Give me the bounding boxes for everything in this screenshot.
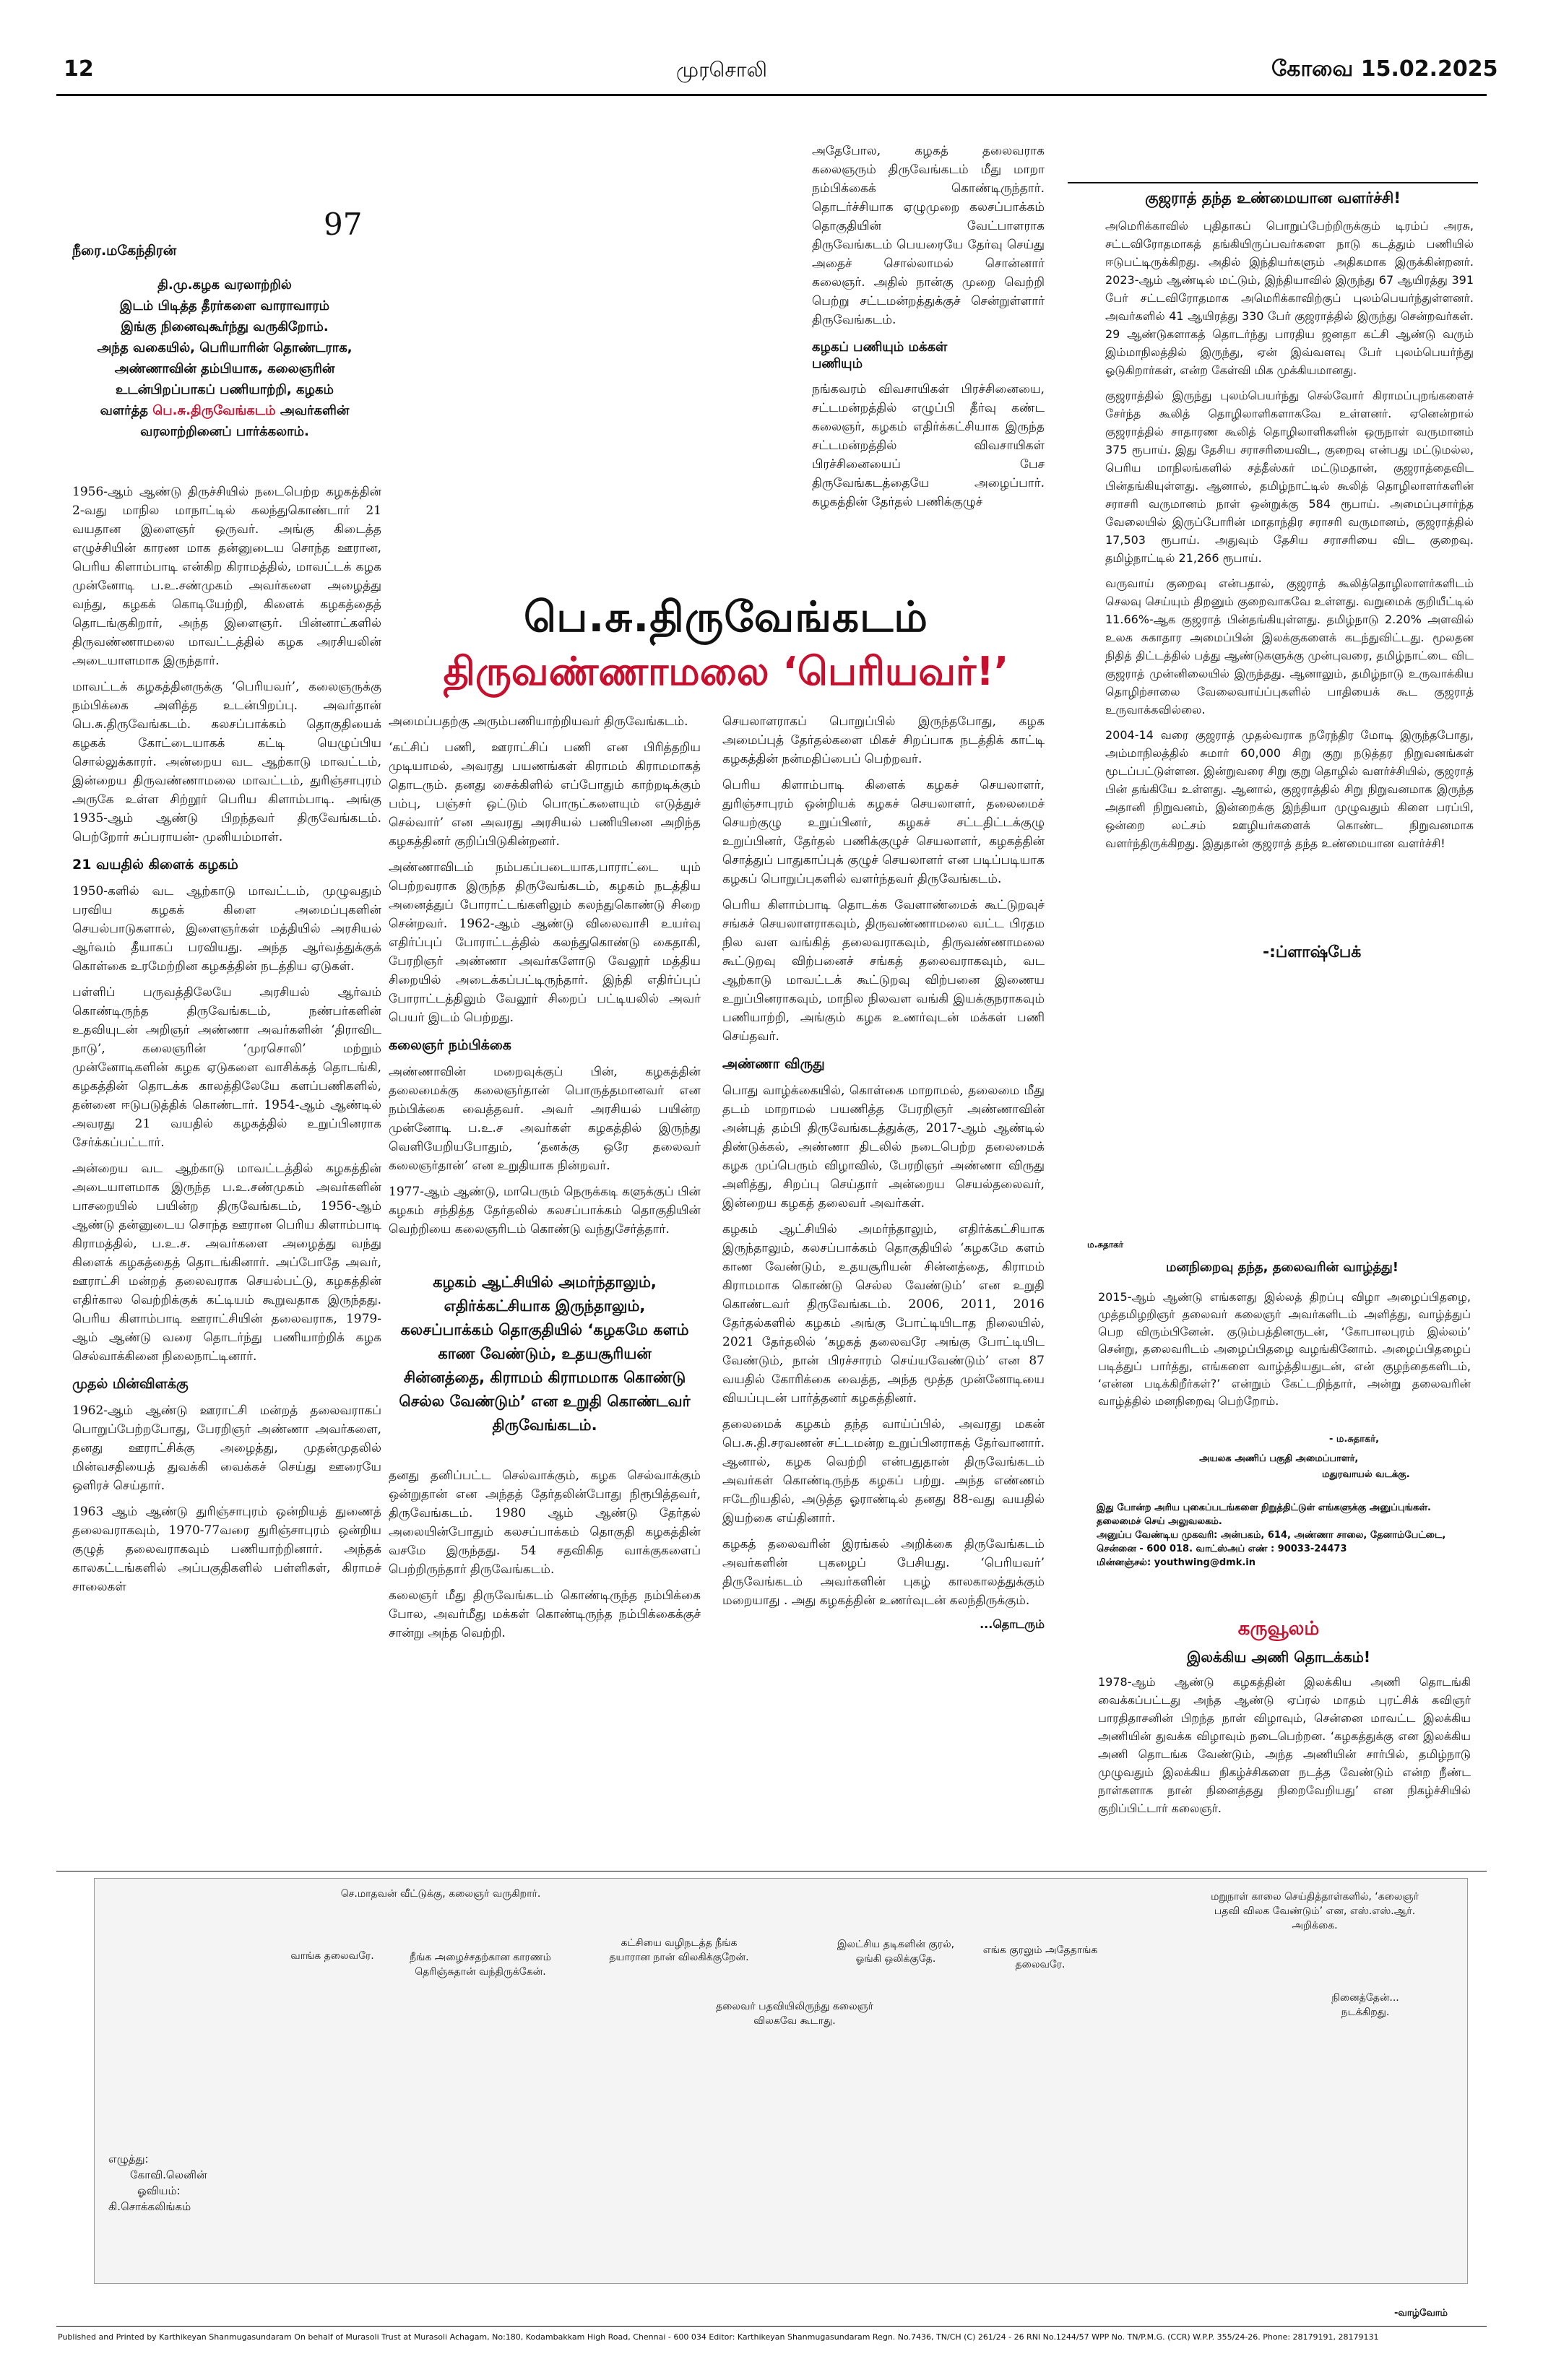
end-mark: -வாழ்வோம் <box>1394 2308 1448 2319</box>
header-rule <box>56 94 1487 96</box>
gujarat-paragraph: குஜராத்தில் இருந்து புலம்பெயர்ந்து செல்வோர் கிராமப்புறங்களைச் சேர்ந்த கூலித் தொழிலாளிகளாகவே உள்ளனர். ஏனென்றால் குஜராத்தில் சாதாரண கூலித் தொழிலாளிகளின் ஒருநாள் வருமானம் 375 ரூபாய். இது தேசிய சராசரியைவிட, குறைவு என்பது மட்டுமல்ல, பெரிய மாநிலங்களில் சத்தீஸ்கர் மட்டுமதான், குஜராத்தைவிட பின்தங்கியுள்ளது. ஆனால், தமிழ்நாட்டில் கூலித் தொழிலாளர்களின் சராசரி வருமானம் நாள் ஒன்றுக்கு 584 ரூபாய். அமைப்புசார்ந்த வேலையில் இருப்போரின் மாதாந்திர சராசரி வருமானம், குஜராத்தில் 17,503 ரூபாய். அதுவும் தேசிய சராசரியை விட குறைவு. தமிழ்நாட்டில் 21,266 ரூபாய். <box>1105 389 1474 565</box>
gujarat-article <box>1105 217 1474 860</box>
comic-speech-bubble: கட்சியை வழிநடத்த நீங்க தயாரான நான் விலகிக்குறேன். <box>609 1937 749 1963</box>
comic-speech-bubble: வாங்க தலைவரே. <box>290 1950 374 1962</box>
gujarat-top-rule <box>1068 182 1478 183</box>
author-name: நீரை.மகேந்திரன் <box>72 243 177 259</box>
col1-paragraph: 1963 ஆம் ஆண்டு துரிஞ்சாபுரம் ஒன்றியத் துணைத் தலைவராகவும், 1970-77வரை துரிஞ்சாபுரம் ஒன்றிய குழுத் தலைவராகவும் பணியாற்றினார். அந்தக் காலகட்டங்களில் அப்பகுதிகளில் பள்ளிகள், கிராமச் சாலைகள் <box>72 1505 381 1594</box>
imprint-rule <box>56 2326 1487 2327</box>
col1-paragraph: 1962-ஆம் ஆண்டு ஊராட்சி மன்றத் தலைவராகப் பொறுப்பேற்றபோது, பேரறிஞர் அண்ணா அவர்களை, தனது ஊராட்சிக்கு அழைத்து, முதன்முதலில் மின்வசதியைத் துவக்கி வைக்கச் செய்து ஊரையே ஒளிரச் செய்தார். <box>72 1403 381 1493</box>
comic-speech-bubble: தலைவர் பதவியிலிருந்து கலைஞர் விலகவே கூடாது. <box>716 2001 873 2027</box>
col3-paragraph: செயலாளராகப் பொறுப்பில் இருந்தபோது, கழக அமைப்புத் தேர்தல்களை மிகச் சிறப்பாக நடத்திக் காட்டி கழகத்தின் நன்மதிப்பைப் பெற்றவர். <box>722 714 1045 766</box>
gujarat-signature: -:ப்ளாஷ்பேக் <box>1263 943 1362 961</box>
comic-speech-bubble: நினைத்தேன்... நடக்கிறது. <box>1331 1992 1399 2018</box>
paper-name: முரசொலி <box>676 58 767 82</box>
letter-note: இது போன்ற அரிய புகைப்படங்களை நிறுத்திட்டுள் எங்களுக்கு அனுப்புங்கள். தலைமைச் செய் அலுவலகம். அனுப்ப வேண்டிய முகவரி: அன்பகம், 614, அண்ணா சாலை, தேனாம்பேட்டை, சென்னை - 600 018. வாட்ஸ்அப் எண் : 90033-24473 மின்னஞ்சல்: youthwing@dmk.in <box>1097 1502 1446 1568</box>
series-intro: தி.மு.கழக வரலாற்றில் இடம் பிடித்த தீரர்களை வாராவாரம் இங்கு நினைவுகூர்ந்து வருகிறோம். அந்த வகையில், பெரியாரின் தொண்டராக, அண்ணாவின் தம்பியாக, கலைஞரின் உடன்பிறப்பாகப் பணியாற்றி, கழகம் வளர்த்த பெ.சு.திருவேங்கடம் அவர்களின் வரலாற்றினைப் பார்க்கலாம். <box>97 277 353 439</box>
gujarat-paragraph: அமெரிக்காவில் புதிதாகப் பொறுப்பேற்றிருக்கும் டிரம்ப் அரசு, சட்டவிரோதமாகத் தங்கியிருப்பவர்களை நாடு கடத்தும் பணியில் ஈடுபட்டிருக்கிறது. அதில் இந்தியர்களும் அதிகமாக இருக்கின்றனர். 2023-ஆம் ஆண்டில் மட்டும், இந்தியாவில் இருந்து 67 ஆயிரத்து 391 பேர் சட்டவிரோதமாக அமெரிக்காவிற்குப் புலம்பெயர்ந்துள்ளனர். அவர்களில் 41 ஆயிரத்து 330 பேர் குஜராத்தில் இருந்து சென்றவர்கள். 29 ஆண்டுகளாகத் தொடர்ந்து பாரதிய ஜனதா கட்சி ஆண்டு வரும் இம்மாநிலத்தில் இருந்து, ஏன் இவ்வளவு பேர் புலம்பெயர்ந்து ஓடுகிறார்கள், என்ற கேள்வி மிக முக்கியமானது. <box>1105 219 1474 377</box>
col2-paragraph: அமைப்பதற்கு அரும்பணியாற்றியவர் திருவேங்கடம். <box>389 714 688 729</box>
col1-paragraph: அன்றைய வட ஆற்காடு மாவட்டத்தில் கழகத்தின் அடையாளமாக இருந்த ப.உ.சண்முகம் அவர்களின் பாசறையில் பயின்ற திருவேங்கடம், 1956-ஆம் ஆண்டு தன்னுடைய சொந்த ஊரான பெரிய கிளாம்பாடி கிராமத்தில், ப.உ.ச. அவர்களை அழைத்து வந்து கிளைக் கழகத்தைத் தொடங்கினார். அப்போதே அவர், ஊராட்சி மன்றத் தலைவராக செயல்பட்டு, கழகத்தின் எதிர்கால வெற்றிக்குக் கட்டியம் கூறுவதாக இருந்தது. பெரிய கிளாம்பாடி ஊராட்சியின் தலைவராக, 1979-ஆம் ஆண்டு வரை தொடர்ந்து பணியாற்றிக் கழக செல்வாக்கினை நிலைநாட்டினார். <box>72 1161 381 1364</box>
col3-paragraph: தலைமைக் கழகம் தந்த வாய்ப்பில், அவரது மகன் பெ.சு.தி.சரவணன் சட்டமன்ற உறுப்பினராகத் தேர்வானார். ஆனால், கழக வெற்றி என்பதுதான் திருவேங்கடம் அவர்கள் கொண்டிருந்த கழகப் பற்று. அந்த எண்ணம் ஈடேறியதில், அடுத்த ஓராண்டில் தனது 88-வது வயதில் இயற்கை எய்தினார். <box>722 1417 1045 1526</box>
col2-paragraph: அண்ணாவிடம் நம்பகப்படையாக,பாராட்டை யும் பெற்றவராக இருந்த திருவேங்கடம், கழகம் நடத்திய அனைத்துப் போராட்டங்களிலும் கலந்துகொண்டு சிறை சென்றவர். 1962-ஆம் ஆண்டு விலைவாசி உயர்வு எதிர்ப்புப் போராட்டத்தில் கலந்துகொண்டு கைதாகி, பேரறிஞர் அண்ணா அவர்களோடு வேலூர் மத்திய சிறையில் அடைக்கப்பட்டிருந்தார். இந்தி எதிர்ப்புப் போராட்டத்திலும் வேலூர் சிறைப் பட்டியலில் அவர் பெயர் இடம் பெற்றது. <box>389 860 701 1025</box>
karuvoolam-subtitle: இலக்கிய அணி தொடக்கம்! <box>1186 1648 1371 1666</box>
headline-name: பெ.சு.திருவேங்கடம் <box>524 592 928 641</box>
karuvoolam-title: கருவூலம் <box>1237 1618 1320 1640</box>
gujarat-paragraph: 2004-14 வரை குஜராத் முதல்வராக நரேந்திர மோடி இருந்தபோது, அம்மாநிலத்தில் சுமார் 60,000 சிறு குறு நடுத்தர நிறுவனங்கள் மூடப்பட்டுள்ளன. இன்றுவரை சிறு குறு தொழில் வளர்ச்சியில், குஜராத் பின் தங்கியே உள்ளது. ஆனால், குஜராத்தில் சிறு நிறுவனமாக இருந்த அதானி நிறுவனம், இன்றைக்கு இந்தியா முழுவதும் கிளை பரப்பி, ஒன்றை லட்சம் ஊழியர்களைக் கொண்ட நிறுவனமாக வளர்ந்திருக்கிறது. இதுதான் குஜராத் தந்த உண்மையான வளர்ச்சி! <box>1105 728 1474 850</box>
col3-subheading: அண்ணா விருது <box>722 1056 825 1072</box>
col3-paragraph: பொது வாழ்க்கையில், கொள்கை மாறாமல், தலைமை மீது தடம் மாறாமல் பயணித்த பேரறிஞர் அண்ணாவின் அன்புத் தம்பி திருவேங்கடத்துக்கு, 2017-ஆம் ஆண்டில் திண்டுக்கல், அண்ணா திடலில் நடைபெற்ற தலைமைக் கழக முப்பெரும் விழாவில், பேரறிஞர் அண்ணா விருது அளித்து, சிறப்பு செய்தார் அன்றைய செயல்தலைவர், இன்றைய கழகத் தலைவர் அவர்கள். <box>722 1083 1045 1211</box>
continued-mark: ...தொடரும் <box>980 1617 1045 1631</box>
column-3 <box>722 712 1045 1632</box>
comic-strip <box>94 1878 1468 2284</box>
pull-quote: கழகம் ஆட்சியில் அமர்ந்தாலும், எதிர்க்கட்சியாக இருந்தாலும், கலசப்பாக்கம் தொகுதியில் ‘கழகமே களம் காண வேண்டும், உதயசூரியன் சின்னத்தை, கிராமம் கிராமமாக கொண்டு செல்ல வேண்டும்’ என உறுதி கொண்டவர் திருவேங்கடம். <box>399 1273 691 1434</box>
column-1 <box>72 483 381 1604</box>
comic-caption: செ.மாதவன் வீட்டுக்கு, கலைஞர் வருகிறார். <box>340 1888 541 1900</box>
gujarat-paragraph: வருவாய் குறைவு என்பதால், குஜராத் கூலித்தொழிலாளர்களிடம் செலவு செய்யும் திறனும் குறைவாகவே உள்ளது. வறுமைக் குறியீட்டில் 11.66%-ஆக குஜராத் பின்தங்கியுள்ளது. தமிழ்நாடு 2.20% அளவில் உலக சுகாதார அமைப்பின் இலக்குகளைக் கடந்துவிட்டது. மூலதன நிதித் திட்டத்தில் பத்து ஆண்டுகளுக்கு முன்புவரை, தமிழ்நாட்டை விட குஜராத் முன்னிலையில் இருந்தது. ஆனாலும், தமிழ்நாடு உருவாக்கிய தொழிற்சாலை வேலைவாய்ப்புகளில் பாதியைக் கூட குஜராத் உருவாக்கவில்லை. <box>1105 576 1474 717</box>
col2-paragraph: ‘கட்சிப் பணி, ஊராட்சிப் பணி என பிரித்தறிய முடியாமல், அவரது பயணங்கள் கிராமம் கிராமமாகத் தொடரும். தனது சைக்கிளில் எப்போதும் காற்றடிக்கும் பம்பு, பஞ்சர் ஒட்டும் பொருட்களையும் எடுத்துச் செல்வார்’ என அவரது அரசியல் பணியினை அறிந்த கழகத்தினர் குறிப்பிடுகின்றனர். <box>389 740 701 849</box>
episode-number: 97 <box>324 207 363 242</box>
page-number: 12 <box>64 56 94 82</box>
col1-paragraph: பள்ளிப் பருவத்திலேயே அரசியல் ஆர்வம் கொண்டிருந்த திருவேங்கடம், நண்பர்களின் உதவியுடன் அறிஞர் அண்ணா அவர்களின் ‘திராவிட நாடு’, கலைஞரின் ‘முரசொலி’ மற்றும் முன்னோடிகளின் கழக ஏடுகளை வாசிக்கத் தொடங்கி, கழகத்தின் தொடக்க காலத்திலேயே களப்பணிகளில், தன்னை ஈடுபடுத்திக் கொண்டார். 1954-ஆம் ஆண்டில் அவரது 21 வயதில் கழகத்தில் உறுப்பினராக சேர்க்கப்பட்டார். <box>72 985 381 1150</box>
col3-subheading: கழகப் பணியும் மக்கள் பணியும் <box>812 339 948 371</box>
col3-paragraph: பெரிய கிளாம்பாடி தொடக்க வேளாண்மைக் கூட்டுறவுச் சங்கச் செயலாளராகவும், திருவண்ணாமலை வட்ட பிரதம நில வள வங்கித் தலைவராகவும், திருவண்ணாமலை கூட்டுறவு விற்பனைச் சங்கத் தலைவராகவும், வட ஆற்காடு மாவட்டக் கூட்டுறவு விற்பனை இணைய உறுப்பினராகவும், மாநில நிலவள வங்கி இயக்குநராகவும் பணியாற்றி, அங்கும் கழக உணர்வுடன் மக்கள் பணி செய்தவர். <box>722 898 1045 1044</box>
col3-paragraph: கழகம் ஆட்சியில் அமர்ந்தாலும், எதிர்க்கட்சியாக இருந்தாலும், கலசப்பாக்கம் தொகுதியில் ‘கழகமே களம் காண வேண்டும், உதயசூரியன் சின்னத்தை, கிராமம் கிராமமாக கொண்டு செல்ல வேண்டும்’ என உறுதி கொண்டவர் திருவேங்கடம். 2006, 2011, 2016 தேர்தல்களில் கழகம் அங்கு போட்டியிடாத நிலையில், 2021 தேர்தலில் ‘கழகத் தலைவரே அங்கு போட்டியிட வேண்டும், நான் பிரச்சாரம் செய்யவேண்டும்’ என 87 வயதில் கோரிக்கை வைத்த, அந்த மூத்த முன்னோடியை வியப்புடன் பார்த்தனர் கழகத்தினர். <box>722 1222 1045 1406</box>
letter-body: 2015-ஆம் ஆண்டு எங்களது இல்லத் திறப்பு விழா அழைப்பிதழை, முத்தமிழறிஞர் தலைவர் கலைஞர் அவர்களிடம் அளித்து, வாழ்த்துப் பெற விரும்பினேன். குடும்பத்தினருடன், ‘கோபாலபுரம் இல்லம்’ சென்று, தலைவரிடம் அழைப்பிதழை வழங்கினோம். அழைப்பிதழைப் படித்துப் பார்த்து, எங்களை வாழ்த்தியதுடன், என் குழந்தைகளிடம், ‘என்ன படிக்கிறீர்கள்?’ என்றும் கேட்டறிந்தார், அன்று தலைவரின் வாழ்த்தில் மனநிறைவு பெற்றோம். <box>1098 1290 1471 1408</box>
col2-paragraph: அண்ணாவின் மறைவுக்குப் பின், கழகத்தின் தலைமைக்கு கலைஞர்தான் பொருத்தமானவர் என நம்பிக்கை வைத்தவர். அவர் அரசியல் பயின்ற முன்னோடி ப.உ.ச அவர்கள் கழகத்தில் இருந்து வெளியேறியபோதும், ‘தனக்கு ஒரே தலைவர் கலைஞர்தான்’ என உறுதியாக நின்றவர். <box>389 1065 701 1173</box>
col3-paragraph: அதேபோல, கழகத் தலைவராக கலைஞரும் திருவேங்கடம் மீது மாறா நம்பிக்கைக் கொண்டிருந்தார். தொடர்ச்சியாக ஏழுமுறை கலசப்பாக்கம் தொகுதியின் வேட்பாளராக திருவேங்கடம் பெயரையே தேர்வு செய்து அதைச் சொல்லாமல் சொன்னார் கலைஞர். அதில் நான்கு முறை வெற்றி பெற்று சட்டமன்றத்துக்குச் சென்றுள்ளார் திருவேங்கடம். <box>812 144 1045 327</box>
column-3-top <box>812 142 1045 519</box>
letter-signature-place: மதுரவாயல் வடக்கு. <box>1322 1469 1410 1480</box>
intro-highlight-name: பெ.சு.திருவேங்கடம் <box>152 403 276 418</box>
col3-paragraph: நங்கவரம் விவசாயிகள் பிரச்சினையை, சட்டமன்றத்தில் எழுப்பி தீர்வு கண்ட கலைஞர், கழகம் எதிர்க்கட்சியாக இருந்த சட்டமன்றத்தில் விவசாயிகள் பிரச்சினையைப் பேச திருவேங்கடத்தையே அழைப்பார். கழகத்தின் தேர்தல் பணிக்குழுச் <box>812 382 1045 509</box>
comic-caption: மறுநாள் காலை செய்தித்தாள்களில், ‘கலைஞர் பதவி விலக வேண்டும்’ என, எஸ்.எஸ்.ஆர். அறிக்கை. <box>1211 1891 1419 1931</box>
col1-paragraph: 1956-ஆம் ஆண்டு திருச்சியில் நடைபெற்ற கழகத்தின் 2-வது மாநில மாநாட்டில் கலந்துகொண்டார் 21 வயதான இளைஞர் ஒருவர். அங்கு கிடைத்த எழுச்சியின் காரண மாக தன்னுடைய சொந்த ஊரான, பெரிய கிளாம்பாடி என்கிற கிராமத்தில், மாவட்டக் கழக முன்னோடி ப.உ.சண்முகம் அவர்களை அழைத்து வந்து, கழகக் கொடியேற்றி, கிளைக் கழகத்தைத் தொடங்குகிறார், அந்த இளைஞர். பின்னாட்களில் திருவண்ணாமலை மாவட்டத்தில் கழக அரசியலின் அடையாளமாக இருந்தார். <box>72 485 381 668</box>
karuvoolam-body: 1978-ஆம் ஆண்டு கழகத்தின் இலக்கிய அணி தொடங்கி வைக்கப்பட்டது அந்த ஆண்டு ஏப்ரல் மாதம் புரட்சிக் கவிஞர் பாரதிதாசனின் பிறந்த நாள் விழாவும், சென்னை மாவட்ட இலக்கிய அணியின் துவக்க விழாவும் நடைபெற்றன. ‘கழகத்துக்கு என இலக்கிய அணி தொடங்க வேண்டும், அந்த அணியின் சார்பில், தமிழ்நாடு முழுவதும் இலக்கிய நிகழ்ச்சிகளை நடத்த வேண்டும் என்ற நீண்ட நாள்களாக நான் நினைத்தது நிறைவேறியது’ என நிகழ்ச்சியில் குறிப்பிட்டார் கலைஞர். <box>1098 1675 1471 1815</box>
col1-subheading: 21 வயதில் கிளைக் கழகம் <box>72 857 238 873</box>
col1-paragraph: 1950-களில் வட ஆற்காடு மாவட்டம், முழுவதும் பரவிய கழகக் கிளை அமைப்புகளின் செயல்பாடுகளால், இளைஞர்கள் மத்தியில் அரசியல் ஆர்வம் தீயாகப் பரவியது. அந்த ஆர்வத்துக்குக் கொள்கை உரமேற்றின கழகத்தின் நடத்திய ஏடுகள். <box>72 884 381 974</box>
col1-subheading: முதல் மின்விளக்கு <box>72 1376 189 1392</box>
col2-subheading: கலைஞர் நம்பிக்கை <box>389 1037 511 1053</box>
col2-paragraph: கலைஞர் மீது திருவேங்கடம் கொண்டிருந்த நம்பிக்கை போல, அவர்மீது மக்கள் கொண்டிருந்த நம்பிக்கைக்குச் சான்று அந்த வெற்றி. <box>389 1588 701 1640</box>
col1-paragraph: மாவட்டக் கழகத்தினருக்கு ‘பெரியவர்’, கலைஞருக்கு நம்பிக்கை அளித்த உடன்பிறப்பு. அவர்தான் பெ.சு.திருவேங்கடம். கலசப்பாக்கம் தொகுதியைக் கழகக் கோட்டையாகக் கட்டி யெழுப்பிய சொல்லுக்காரர். அன்றைய வட ஆற்காடு மாவட்டம், இன்றைய திருவண்ணாமலை மாவட்டம், துரிஞ்சாபுரம் அருகே உள்ள சிற்றூர் பெரிய கிளாம்பாடி. அங்கு 1935-ஆம் ஆண்டு பிறந்தவர் திருவேங்கடம். பெற்றோர் சுப்பராயன்- முனியம்மாள். <box>72 680 381 844</box>
gujarat-title: குஜராத் தந்த உண்மையான வளர்ச்சி! <box>1145 189 1401 207</box>
comic-speech-bubble: இலட்சிய தடிகளின் குரல், ஓங்கி ஒலிக்குதே. <box>837 1939 955 1965</box>
comic-speech-bubble: எங்க குரலும் அதேதாங்க தலைவரே. <box>982 1944 1098 1970</box>
letter-author-top: ம.சுதாகர் <box>1087 1239 1124 1250</box>
letter-title: மனநிறைவு தந்த, தலைவரின் வாழ்த்து! <box>1166 1260 1399 1275</box>
edition-date: கோவை 15.02.2025 <box>1271 56 1498 82</box>
col3-paragraph: கழகத் தலைவரின் இரங்கல் அறிக்கை திருவேங்கடம் அவர்களின் புகழைப் பேசியது. ‘பெரியவர்’ திருவேங்கடம் அவர்களின் புகழ் காலகாலத்துக்கும் மறையாது . அது கழகத்தின் உணர்வுடன் கலந்திருக்கும். <box>722 1537 1045 1608</box>
col3-paragraph: பெரிய கிளாம்பாடி கிளைக் கழகச் செயலாளர், துரிஞ்சாபுரம் ஒன்றியக் கழகச் செயலாளர், தலைமைச் செயற்குழு உறுப்பினர், கழகச் சட்டதிட்டக்குழு உறுப்பினர், தேர்தல் பணிக்குழுச் செயலாளர், கழகத்தின் சொத்துப் பாதுகாப்புக் குழுச் செயலாளர் என படிப்படியாக கழகப் பொறுப்புகளில் வளர்ந்தவர் திருவேங்கடம். <box>722 778 1045 886</box>
imprint-line: Published and Printed by Karthikeyan Shanmugasundaram On behalf of Murasoli Trust at Murasoli Achagam, No:180, Kodambakkam High Road, Chennai - 600 034 Editor: Karthikeyan Shanmugasundaram Regn. No.7436, TN/CH (C) 261/24 - 26 RNI No.1244/57 WPP No. TN/P.M.G. (CCR) W.P.P. 355/24-26. Phone: 28179191, 28179131 <box>58 2332 1379 2342</box>
letter-signature-role: அயலக அணிப் பகுதி அமைப்பாளர், <box>1199 1453 1359 1464</box>
headline-title: திருவண்ணாமலை ‘பெரியவர்!’ <box>443 649 1009 694</box>
comic-credits: எழுத்து: கோவி.லெனின் ஓவியம்: கி.சொக்கலிங்கம் <box>108 2152 207 2213</box>
letter-signature-name: - ம.சுதாகர், <box>1329 1434 1380 1445</box>
col2-paragraph: 1977-ஆம் ஆண்டு, மாபெரும் நெருக்கடி களுக்குப் பின் கழகம் சந்தித்த தேர்தலில் கலசப்பாக்கம் தொகுதியின் வெற்றியை கலைஞரிடம் கொண்டு வந்துசேர்த்தார். <box>389 1185 701 1237</box>
col2-paragraph: தனது தனிப்பட்ட செல்வாக்கும், கழக செல்வாக்கும் ஒன்றுதான் என அந்தத் தேர்தலின்போது நிரூபித்தவர், திருவேங்கடம். 1980 ஆம் ஆண்டு தேர்தல் அலையின்போதும் கலசப்பாக்கம் தொகுதி கழகத்தின் வசமே இருந்தது. 54 சதவிகித வாக்குகளைப் பெற்றிருந்தார் திருவேங்கடம். <box>389 1468 701 1577</box>
column-2 <box>389 712 701 1650</box>
comic-speech-bubble: நீங்க அழைச்சதற்கான காரணம் தெரிஞ்சுதான் வந்திருக்கேன். <box>410 1952 551 1978</box>
